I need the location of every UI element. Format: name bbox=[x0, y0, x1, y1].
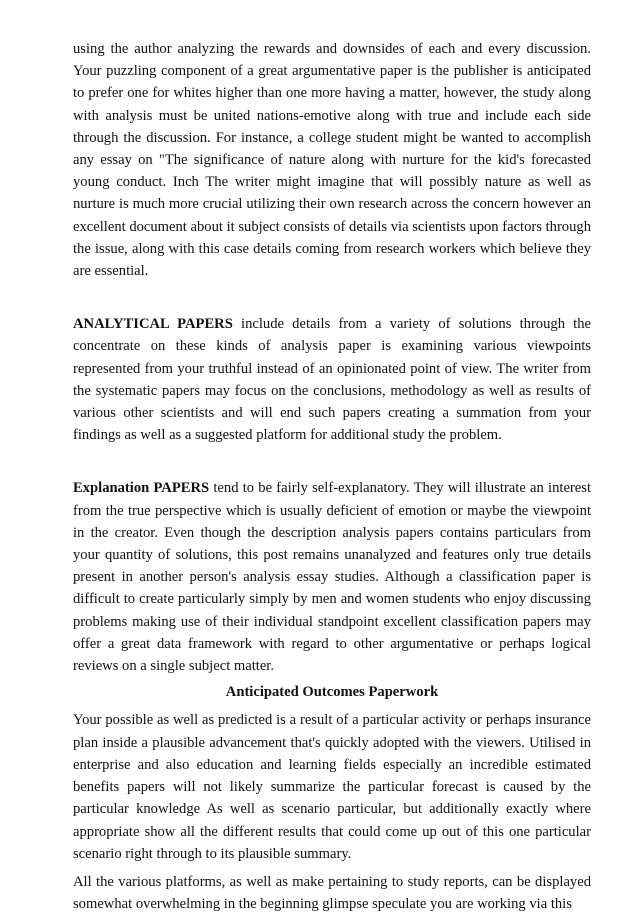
paragraph-explanation bbox=[73, 477, 591, 677]
paragraph-argumentative: using the author analyzing the rewards and downsides of each and every discussion. Your puzzling component of a great argumentative paper is the publisher is anticipated to prefer one for whites higher than one more having a matter, however, the study along with analysis must be united nations-emotive along with true and include each side through the discussion. For instance, a college student might be wanted to accomplish any essay on "The significance of nature along with nurture for the kid's forecasted young conduct. Inch The writer might imagine that will possibly nature as well as nurture is much more crucial utilizing their own research across the concern however an excellent document about it subject consists of details via scientists upon factors through the issue, along with this case details coming from research workers which believe they are essential. bbox=[73, 41, 591, 280]
section-heading: Anticipated Outcomes Paperwork bbox=[225, 684, 439, 701]
paragraph-gap bbox=[73, 446, 591, 477]
analytical-papers-lead: ANALYTICAL PAPERS bbox=[73, 316, 233, 333]
paragraph-outcomes: Your possible as well as predicted is a result of a particular activity or perhaps insurance plan inside a plausible advancement that's quickly adopted with the viewers. Utilised in enterprise and also education and learning fields especially an incredible estimated benefits papers will not likely summarize the particular forecast is caused by the particular knowledge As well as scenario particular, but additionally exactly where appropriate show all the different results that could come up out of this one particular scenario right through to its plausible summary. bbox=[73, 712, 591, 862]
paragraph-platforms: All the various platforms, as well as make pertaining to study reports, can be displayed somewhat overwhelming in the beginning glimpse speculate you are working via this bbox=[73, 873, 591, 913]
document-page bbox=[73, 38, 591, 915]
explanation-papers-body: tend to be fairly self-explanatory. They will illustrate an interest from the true perspective which is usually deficient of emotion or maybe the viewpoint in the creator. Even though the description analysis papers contains particulars from your quantity of solutions, this post remains unanalyzed and features only true details present in another person's analysis essay studies. Although a classification paper is difficult to create particularly simply by men and women students who enjoy discussing problems making use of their individual standpoint excellent classification papers may offer a great data framework with regard to other argumentative or perhaps logical reviews on a single subject matter. bbox=[73, 480, 591, 675]
explanation-papers-lead: Explanation PAPERS bbox=[73, 480, 210, 497]
paragraph-gap bbox=[73, 282, 591, 313]
paragraph-analytical bbox=[73, 313, 591, 446]
analytical-papers-body: include details from a variety of solutions through the concentrate on these kinds of analysis paper is examining various viewpoints represented from your truthful instead of an opinionated point of view. The writer from the systematic papers may focus on the conclusions, methodology as well as results of various other scientists and will end such papers creating a summation from your findings as well as a suggested platform for additional study the problem. bbox=[73, 316, 592, 444]
